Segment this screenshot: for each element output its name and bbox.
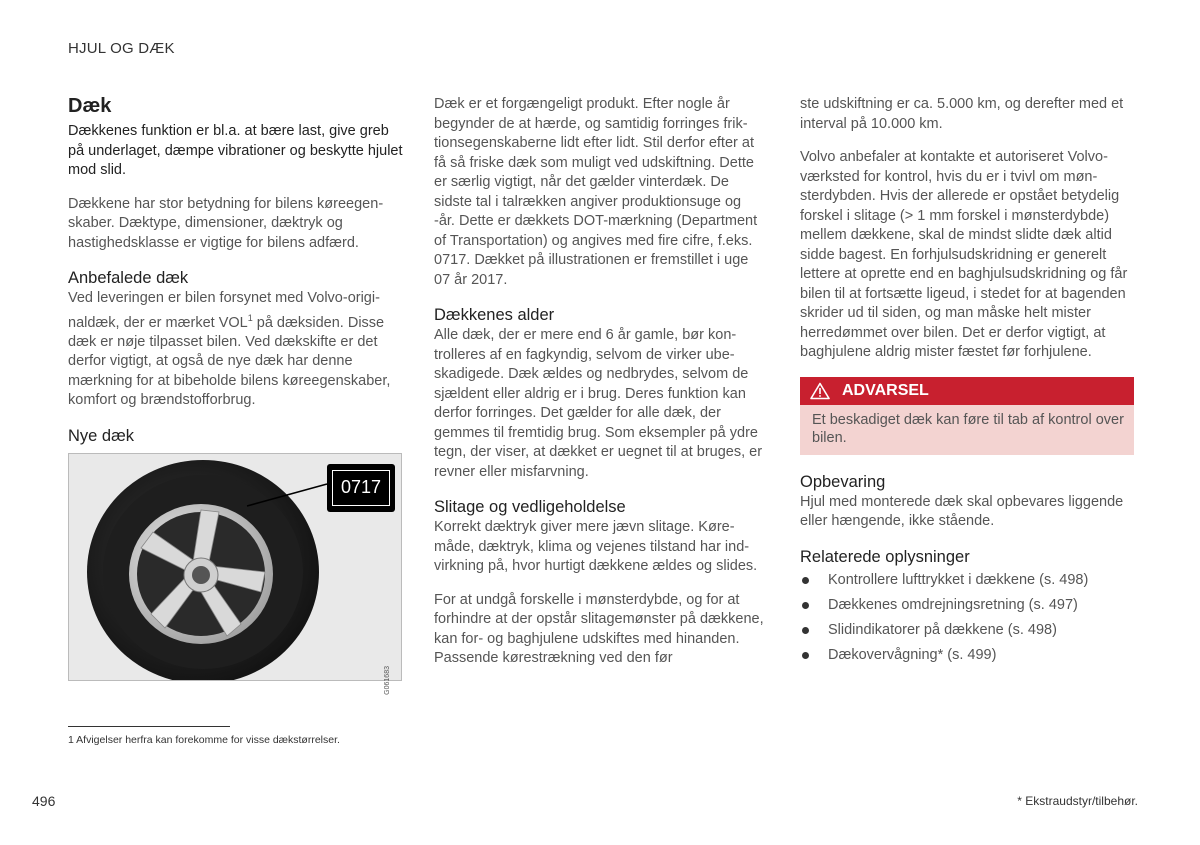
heading-anbefalede-daek: Anbefalede dæk [68, 269, 189, 287]
related-links-list [800, 568, 1134, 668]
heading-daekkenes-alder: Dækkenes alder [434, 306, 555, 324]
anbefalede-text-a: Ved leveringen er bilen forsynet med Volvo-originaldæk, der er mærket VOL [68, 290, 380, 331]
running-header: HJUL OG DÆK [68, 40, 175, 57]
slitage-paragraph: Korrekt dæktryk giver mere jævn slitage. Køremåde, dæktryk, klima og vejenes tilstand har indvirkning på, hvor hurtigt dækkene ældes og slides. [434, 519, 758, 574]
tire-illustration [68, 453, 402, 695]
bullet-icon [802, 602, 809, 609]
opbevaring-paragraph: Hjul med monterede dæk skal opbevares liggende eller hængende, ikke stående. [800, 493, 1124, 529]
related-link-text[interactable]: Dækovervågning* (s. 499) [828, 646, 997, 663]
related-link-item[interactable] [800, 618, 1134, 643]
related-link-text[interactable]: Dækkenes omdrejningsretning (s. 497) [828, 596, 1078, 613]
dot-code-label: 0717 [332, 470, 390, 506]
alder-paragraph: Alle dæk, der er mere end 6 år gamle, bør kontrolleres af en fagkyndig, selvom de virker ubeskadigede. Dæk ældes og nedbrydes, selvom de sjældent eller aldrig er i brug. Deres funktion kan derfor forringes. Det gælder for alle dæk, der gemmes til fremtidig brug. Som eksempler på ydre tegn, der viser, at dækket er uegnet til at bruges, er revner eller misfarvning. [434, 327, 763, 480]
related-link-item[interactable] [800, 593, 1134, 618]
column-3 [800, 95, 1134, 668]
bullet-icon [802, 652, 809, 659]
volvo-recommendation-paragraph: Volvo anbefaler at kontakte et autoriseret Volvoværksted for kontrol, hvis du er i tvivl om mønsterdybden. Hvis der allerede er opstået betydelig forskel i slitage (> 1 mm forskel i mønsterdybde) mellem dækkene, skal de mindst slidte dæk altid sidde bagest. En forhjulsudskridning er generelt lettere at oprette end en baghjulsudskridning og får bilen til at fortsætte ligeud, i stedet for at bagenden skrider ud til siden, og man måske helt mister herredømmet over bilen. Det er derfor vigtigt, at baghjulene aldrig mister fæstet før forhjulene. [800, 149, 1128, 360]
footnote-divider [68, 726, 230, 727]
figure-code: G061683 [384, 665, 391, 695]
heading-nye-daek: Nye dæk [68, 426, 135, 445]
warning-triangle-icon [810, 382, 830, 400]
rotation-paragraph: For at undgå forskelle i mønsterdybde, og for at forhindre at der opstår slitagemønster på dækkene, kan for- og baghjulene udskiftes med hinanden. Passende kørestrækning ved den før [434, 591, 764, 666]
warning-header [800, 377, 1134, 405]
related-link-text[interactable]: Kontrollere lufttrykket i dækkene (s. 498) [828, 571, 1089, 588]
warning-title: ADVARSEL [842, 381, 929, 399]
footer-note: * Ekstraudstyr/tilbehør. [1017, 794, 1138, 808]
heading-slitage: Slitage og vedligeholdelse [434, 498, 626, 516]
bullet-icon [802, 627, 809, 634]
heading-relaterede: Relaterede oplysninger [800, 547, 970, 566]
anbefalede-paragraph [68, 289, 403, 411]
intro-paragraph: Dækkene har stor betydning for bilens køreegenskaber. Dæktype, dimensioner, dæktryk og hastighedsklasse er vigtige for bilens adfærd. [68, 195, 384, 251]
footnote: 1 Afvigelser herfra kan forekomme for visse dækstørrelser. [68, 734, 340, 746]
lead-paragraph: Dækkenes funktion er bl.a. at bære last, give greb på underlaget, dæmpe vibrationer og beskytte hjulet mod slid. [68, 123, 403, 178]
page-title: Dæk [68, 95, 112, 117]
column-2 [434, 95, 766, 683]
interval-paragraph: ste udskiftning er ca. 5.000 km, og derefter med et interval på 10.000 km. [800, 96, 1124, 132]
related-link-item[interactable] [800, 643, 1134, 668]
related-link-item[interactable] [800, 568, 1134, 593]
page-number: 496 [32, 793, 56, 809]
footnote-ref[interactable]: 1 [247, 312, 253, 323]
related-link-text[interactable]: Slidindikatorer på dækkene (s. 498) [828, 621, 1057, 638]
heading-opbevaring: Opbevaring [800, 472, 886, 491]
dot-code-callout [327, 464, 395, 512]
dot-paragraph: Dæk er et forgængeligt produkt. Efter nogle år begynder de at hærde, og samtidig forringes friktionsegenskaberne lidt efter lidt. Stil derfor efter at få så friske dæk som muligt ved udskiftning. Dette er særlig vigtigt, når det gælder vinterdæk. De sidste tal i talrækken angiver produktionsuge og -år. Dette er dækkets DOT-mærkning (Department of Transportation) og angives med fire cifre, f.eks. 0717. Dækket på illustrationen er fremstillet i uge 07 år 2017. [434, 96, 758, 288]
anbefalede-text-b: på dæksiden. Disse dæk er nøje tilpasset bilen. Ved dækskifte er det derfor vigtigt, at også de nye dæk har denne mærkning for at bibeholde bilens køreegenskaber, komfort og brændstofforbrug. [68, 314, 391, 409]
warning-text: Et beskadiget dæk kan føre til tab af kontrol over bilen. [800, 405, 1134, 455]
column-1 [68, 95, 403, 695]
bullet-icon [802, 577, 809, 584]
